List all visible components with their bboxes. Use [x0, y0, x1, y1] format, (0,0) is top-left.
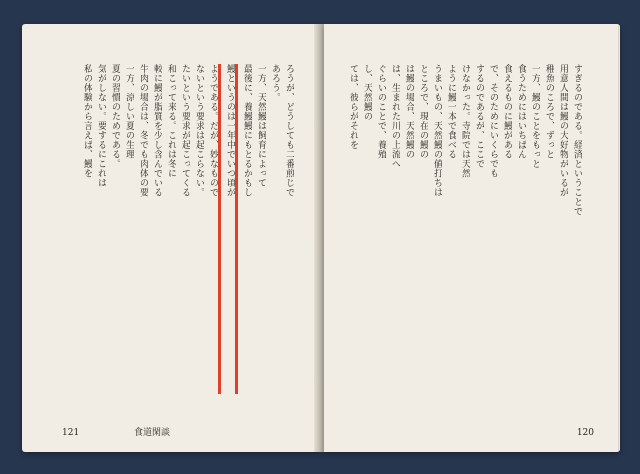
text-column: 食えるものに鰻がある — [502, 64, 512, 159]
right-page — [324, 24, 620, 452]
left-page — [22, 24, 320, 452]
text-column: 牛肉の場合は、冬でも肉体の要 — [138, 64, 148, 197]
text-column: 稚魚のころで、ずっと — [544, 64, 554, 159]
text-column: するのであるが、ここで — [474, 64, 484, 169]
left-page-text — [60, 64, 294, 394]
right-page-number: 120 — [576, 428, 594, 438]
text-column: は鰻の場合、天然鰻の — [404, 64, 414, 159]
text-column: けなかった。寺院では天然 — [460, 64, 470, 178]
text-column: ないという要求は起こらない。 — [194, 64, 204, 197]
text-column: で、そのためにいくらでも — [488, 64, 498, 178]
text-column: 一方、天然鰻は飼育によって — [256, 64, 266, 188]
text-column: うまいもの、天然鰻の値打ちは — [432, 64, 442, 197]
text-column: たいという要求が起こってくる — [180, 64, 190, 197]
text-column: ては、彼らがそれを — [348, 64, 358, 150]
text-column: ろうが、どうしても二番煎じで — [284, 64, 294, 197]
text-column: 鰻というのは一年中でいつ頃が — [224, 64, 238, 394]
text-column: 私の体験から言えば、鰻を — [82, 64, 92, 178]
text-column: 和こって来る。これは冬に — [166, 64, 176, 178]
text-column: 一方、涼しい夏の生理 — [124, 64, 134, 159]
left-page-number: 121 — [62, 428, 80, 438]
right-page-text — [346, 64, 582, 394]
text-column: 最後に、養鰻鰻にもとるかもし — [242, 64, 252, 197]
text-column: 気がしない。要するにこれは — [96, 64, 106, 188]
text-column: 食うためにはいちばん — [516, 64, 526, 159]
page-edge — [618, 26, 620, 452]
text-column: ぐらいのことで、養殖 — [376, 64, 386, 159]
text-column: 夏の習慣のためである。 — [110, 64, 120, 169]
text-column: ようである。だが、妙なもので — [207, 64, 221, 394]
text-column: 一方、鰻のことをもっと — [530, 64, 540, 169]
text-column: ように鰻一本で食べる — [446, 64, 456, 159]
running-title: 食道閑談 — [134, 428, 171, 438]
text-column: は、生まれた川の上流へ — [390, 64, 400, 169]
text-column: あろう。 — [270, 64, 280, 102]
text-column: 用意人間は鰻の大好物がいるが — [558, 64, 568, 197]
text-column: ところで、現在の鰻の — [418, 64, 428, 159]
text-column: すぎるのである。経済ということで — [572, 64, 582, 216]
text-column: し、天然鰻の — [362, 64, 372, 121]
open-book — [22, 18, 622, 458]
text-column: 較に鰻が脂質を少し含んでいる — [152, 64, 162, 197]
